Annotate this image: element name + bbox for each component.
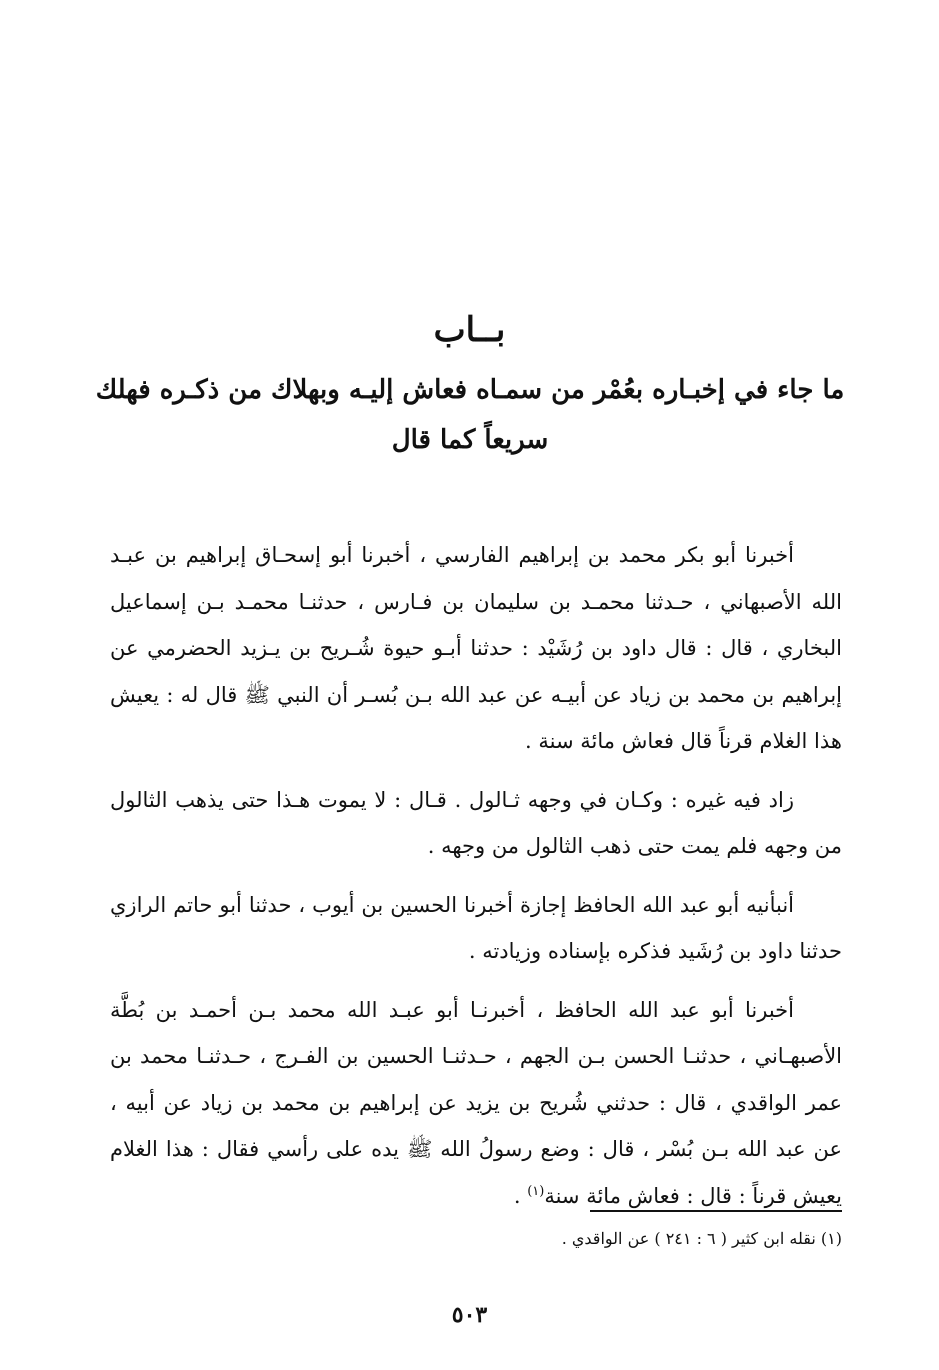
chapter-title: ما جاء في إخبـاره بعُمْر من سمـاه فعاش إليـه وبهلاك من ذكـره فهلك سريعاً كما قال: [95, 375, 845, 455]
page-number: ٥٠٣: [451, 1302, 488, 1328]
paragraph-1: أخبرنا أبو بكر محمد بن إبراهيم الفارسي ، أخبرنا أبو إسحـاق إبراهيم بن عبـد الله الأصبهاني ، حـدثنا محمـد بن سليمان بن فـارس ، حدثنـا محمـد بـن إسماعيل البخاري ، قال : قال داود بن رُشَيْد : حدثنا أبـو حيوة شُـريح بن يـزيد الحضرمي عن إبراهيم بن محمد بن زياد عن أبيـه عن عبد الله بـن بُسـر أن النبي ﷺ قال له : يعيش هذا الغلام قرناً قال فعاش مائة سنة .: [110, 543, 842, 753]
footnote-marker: (١): [527, 1183, 545, 1199]
chapter-heading: بــاب: [433, 310, 506, 350]
paragraph-4: [110, 987, 842, 1220]
footnote-divider: [590, 1210, 842, 1212]
paragraph-3: أنبأنيه أبو عبد الله الحافظ إجازة أخبرنا الحسين بن أيوب ، حدثنا أبو حاتم الرازي حدثنا داود بن رُشَيد فذكره بإسناده وزيادته .: [110, 892, 842, 963]
footnote: (١) نقله ابن كثير ( ٦ : ٢٤١ ) عن الواقدي .: [561, 1229, 842, 1248]
paragraph-4-end: .: [513, 1183, 528, 1208]
paragraph-4-text: أخبرنا أبو عبد الله الحافظ ، أخبرنـا أبو عبـد الله محمد بـن أحمـد بن بُطَّة الأصبهـاني ، حدثنـا الحسن بـن الجهم ، حـدثنـا الحسين بن الفـرج ، حـدثنـا محمد بن عمر الواقدي ، قال : حدثني شُريح بن يزيد عن إبراهيم بن محمد بن زياد عن أبيه ، عن عبد الله بـن بُسْر ، قال : وضع رسولُ الله ﷺ يده على رأسي فقال : هذا الغلام يعيش قرناً : قال : فعاش مائة سنة: [110, 997, 842, 1208]
paragraph-2: زاد فيه غيره : وكـان في وجهه ثـالول . قـال : لا يموت هـذا حتى يذهب الثالول من وجهه فلم يمت حتى ذهب الثالول من وجهه .: [110, 787, 842, 858]
body-text: [110, 532, 842, 1231]
